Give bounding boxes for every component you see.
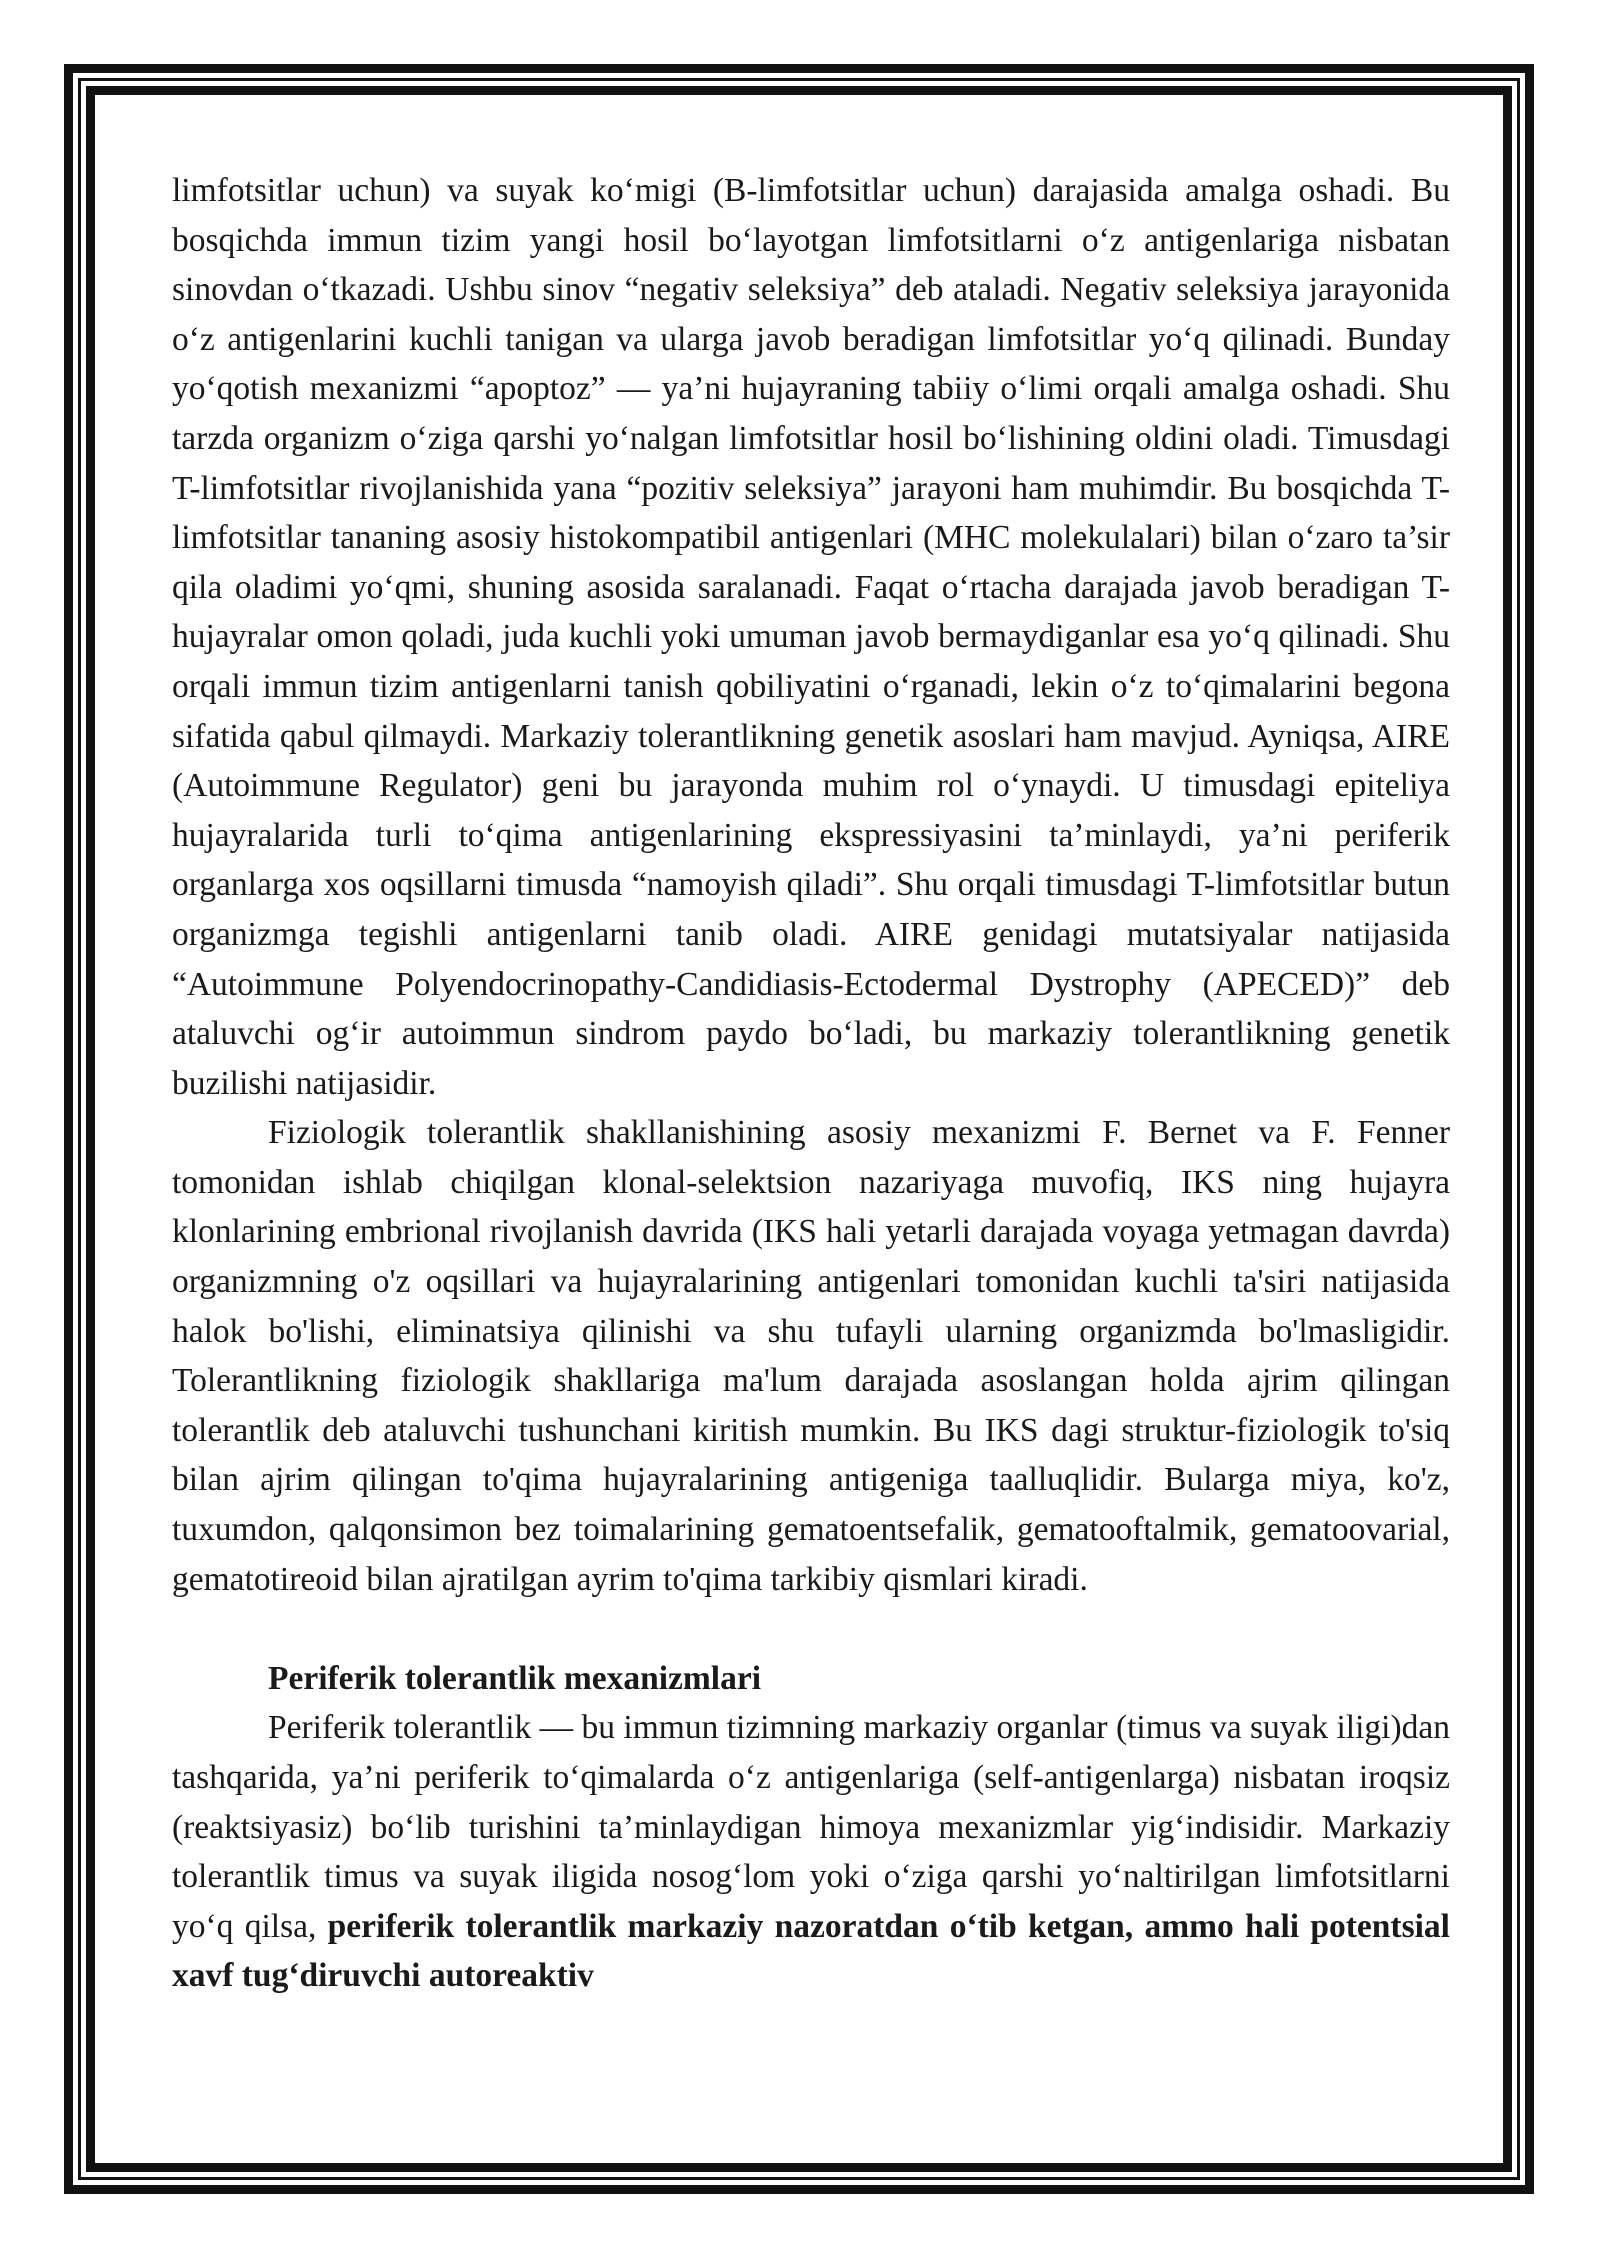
document-body xyxy=(172,166,1450,2001)
section-heading-peripheral-tolerance: Periferik tolerantlik mexanizmlari xyxy=(268,1659,762,1697)
paragraph-physiologic-tolerance: Fiziologik tolerantlik shakllanishining asosiy mexanizmi F. Bernet va F. Fenner tomonidan ishlab chiqilgan klonal-selektsion nazariyaga muvofiq, IKS ning hujayra klonlarining embrional rivojlanish davrida (IKS hali yetarli darajada voyaga yetmagan davrda) organizmning o'z oqsillari va hujayralarining antigenlari tomonidan kuchli ta'siri natijasida halok bo'lishi, eliminatsiya qilinishi va shu tufayli ularning organizmda bo'lmasligidir. Tolerantlikning fiziologik shakllariga ma'lum darajada asoslangan holda ajrim qilingan tolerantlik deb ataluvchi tushunchani kiritish mumkin. Bu IKS dagi struktur-fiziologik to'siq bilan ajrim qilingan to'qima hujayralarining antigeniga taalluqlidir. Bularga miya, ko'z, tuxumdon, qalqonsimon bez toimalarining gematoentsefalik, gematooftalmik, gematoovarial, gematotireoid bilan ajratilgan ayrim to'qima tarkibiy qismlari kiradi. xyxy=(172,1114,1450,1598)
paragraph-peripheral-text: Periferik tolerantlik — bu immun tizimning markaziy organlar (timus va suyak iligi)dan tashqarida, ya’ni periferik to‘qimalarda o‘z antigenlariga (self-antigenlarga) nisbatan iroqsiz (reaktsiyasiz) bo‘lib turishini ta’minlaydigan himoya mexanizmlar yig‘indisidir. Markaziy tolerantlik timus va suyak iligida nosog‘lom yoki o‘ziga qarshi yo‘naltirilgan limfotsitlarni yo‘q qilsa, xyxy=(172,1709,1450,1945)
paragraph-peripheral-bold-text: periferik tolerantlik markaziy nazoratdan o‘tib ketgan, ammo hali potentsial xavf tug‘diruvchi autoreaktiv xyxy=(172,1907,1450,1995)
paragraph-continued: limfotsitlar uchun) va suyak ko‘migi (B-limfotsitlar uchun) darajasida amalga oshadi. Bu bosqichda immun tizim yangi hosil bo‘layotgan limfotsitlarni o‘z antigenlariga nisbatan sinovdan o‘tkazadi. Ushbu sinov “negativ seleksiya” deb ataladi. Negativ seleksiya jarayonida o‘z antigenlarini kuchli tanigan va ularga javob beradigan limfotsitlar yo‘q qilinadi. Bunday yo‘qotish mexanizmi “apoptoz” — ya’ni hujayraning tabiiy o‘limi orqali amalga oshadi. Shu tarzda organizm o‘ziga qarshi yo‘nalgan limfotsitlar hosil bo‘lishining oldini oladi. Timusdagi T-limfotsitlar rivojlanishida yana “pozitiv seleksiya” jarayoni ham muhimdir. Bu bosqichda T-limfotsitlar tananing asosiy histokompatibil antigenlari (MHC molekulalari) bilan o‘zaro ta’sir qila oladimi yo‘qmi, shuning asosida saralanadi. Faqat o‘rtacha darajada javob beradigan T-hujayralar omon qoladi, juda kuchli yoki umuman javob bermaydiganlar esa yo‘q qilinadi. Shu orqali immun tizim antigenlarni tanish qobiliyatini o‘rganadi, lekin o‘z to‘qimalarini begona sifatida qabul qilmaydi. Markaziy tolerantlikning genetik asoslari ham mavjud. Ayniqsa, AIRE (Autoimmune Regulator) geni bu jarayonda muhim rol o‘ynaydi. U timusdagi epiteliya hujayralarida turli to‘qima antigenlarining ekspressiyasini ta’minlaydi, ya’ni periferik organlarga xos oqsillarni timusda “namoyish qiladi”. Shu orqali timusdagi T-limfotsitlar butun organizmga tegishli antigenlarni tanib oladi. AIRE genidagi mutatsiyalar natijasida “Autoimmune Polyendocrinopathy-Candidiasis-Ectodermal Dystrophy (APECED)” deb ataluvchi og‘ir autoimmun sindrom paydo bo‘ladi, bu markaziy tolerantlikning genetik buzilishi natijasidir. xyxy=(172,172,1450,1102)
paragraph-peripheral-tolerance xyxy=(172,1703,1450,2001)
